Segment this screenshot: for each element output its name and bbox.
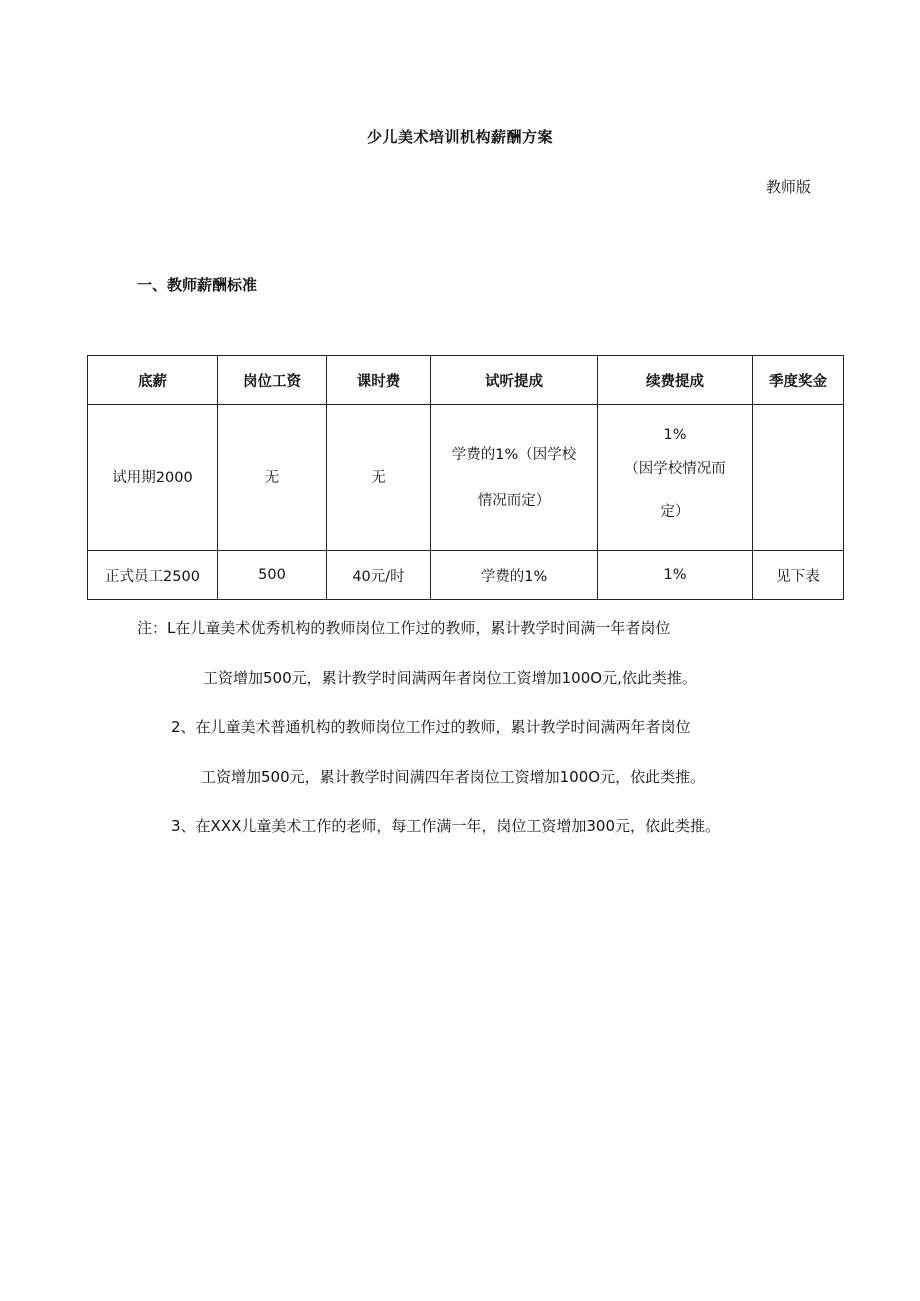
cell-trial-commission	[431, 405, 598, 551]
cell-base-salary: 正式员工2500	[88, 551, 218, 600]
cell-renewal-commission: 1%	[598, 551, 753, 600]
note-line: 工资增加500元，累计教学时间满两年者岗位工资增加100O元,依此类推。	[203, 669, 697, 687]
note-line: 工资增加500元，累计教学时间满四年者岗位工资增加100O元，依此类推。	[201, 768, 706, 786]
cell-renewal-commission	[598, 405, 753, 551]
cell-class-fee: 40元/时	[327, 551, 431, 600]
note-line: 2、在儿童美术普通机构的教师岗位工作过的教师，累计教学时间满两年者岗位	[171, 718, 691, 736]
header-position-wage: 岗位工资	[218, 356, 327, 405]
header-class-fee: 课时费	[327, 356, 431, 405]
version-label: 教师版	[766, 178, 812, 196]
cell-class-fee: 无	[327, 405, 431, 551]
header-renewal-commission: 续费提成	[598, 356, 753, 405]
header-quarter-bonus: 季度奖金	[753, 356, 844, 405]
section-heading: 一、教师薪酬标准	[137, 276, 258, 294]
cell-trial-commission: 学费的1%	[431, 551, 598, 600]
cell-line: 1%	[663, 426, 687, 443]
cell-line: 学费的1%（因学校	[451, 446, 577, 463]
table-header-row	[88, 356, 844, 405]
cell-quarter-bonus	[753, 405, 844, 551]
table-row	[88, 551, 844, 600]
note-line: 3、在XXX儿童美术工作的老师，每工作满一年，岗位工资增加300元，依此类推。	[171, 817, 721, 835]
cell-line: 定）	[660, 503, 690, 520]
table-row	[88, 405, 844, 551]
header-base-salary: 底薪	[88, 356, 218, 405]
cell-position-wage: 无	[218, 405, 327, 551]
cell-quarter-bonus: 见下表	[753, 551, 844, 600]
cell-base-salary: 试用期2000	[88, 405, 218, 551]
header-trial-commission: 试听提成	[431, 356, 598, 405]
document-title: 少儿美术培训机构薪酬方案	[366, 128, 553, 146]
note-line: 注：L在儿童美术优秀机构的教师岗位工作过的教师，累计教学时间满一年者岗位	[137, 619, 671, 637]
cell-position-wage: 500	[218, 551, 327, 600]
salary-table	[87, 355, 844, 600]
cell-line: （因学校情况而	[624, 460, 726, 477]
cell-line: 情况而定）	[477, 492, 551, 509]
